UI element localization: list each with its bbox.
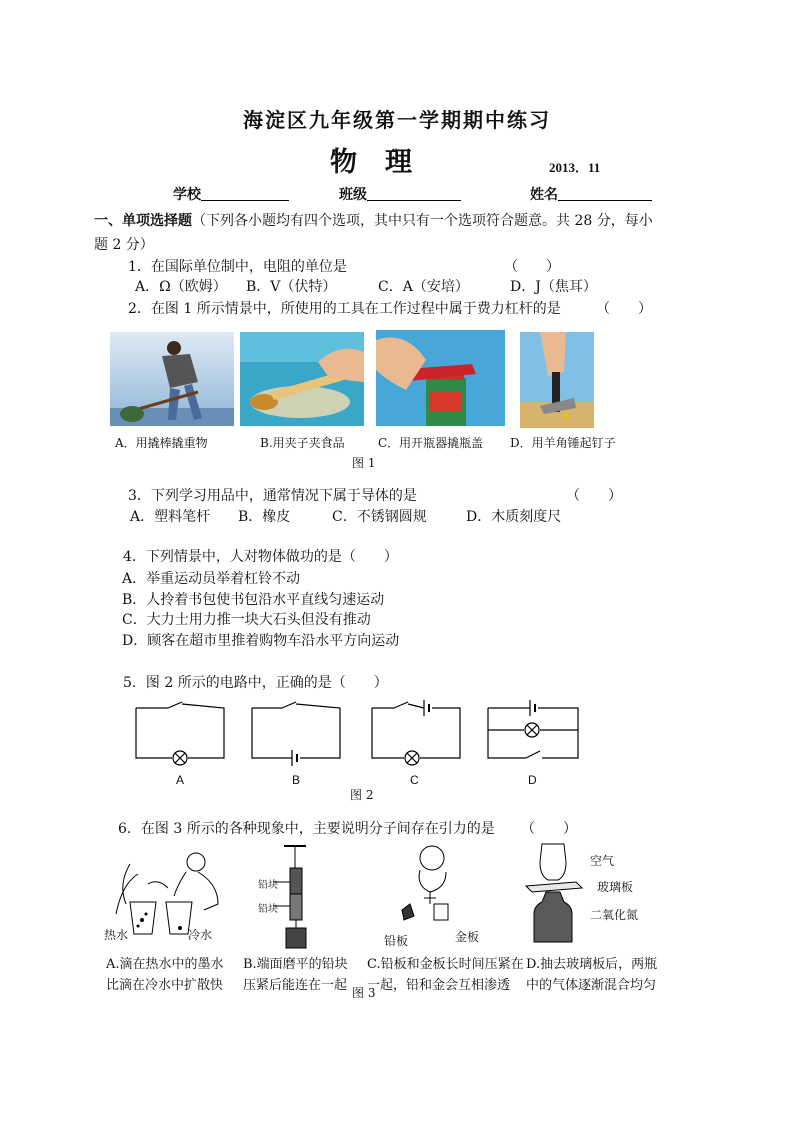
section-instructions-cont: 题 2 分） [94, 237, 154, 253]
q2-stem: 2．在图 1 所示情景中，所使用的工具在工作过程中属于费力杠杆的是 [128, 301, 561, 317]
fig3-caption-a: A.滴在热水中的墨水 比滴在冷水中扩散快 [106, 957, 224, 993]
label-lead-plate: 铅板 [384, 934, 409, 948]
q3-bracket: （ ） [566, 488, 622, 504]
fig2-label: 图 2 [350, 788, 374, 802]
q4-stem: 4．下列情景中，人对物体做功的是（ ） [123, 549, 398, 565]
label-lead-block-1: 铅块 [258, 880, 278, 891]
circuit-a [136, 702, 224, 765]
label-lead-block-2: 铅块 [258, 904, 278, 915]
q1-bracket: （ ） [504, 259, 560, 275]
q6-bracket: （ ） [521, 821, 577, 837]
q1-option-b: B．V（伏特） [246, 279, 337, 295]
label-cold-water: 冷水 [188, 928, 213, 942]
q5-stem: 5．图 2 所示的电路中，正确的是（ ） [123, 675, 388, 691]
fig1-caption-c: C．用开瓶器撬瓶盖 [378, 436, 484, 450]
fig1-caption-a: A．用撬棒撬重物 [115, 436, 208, 450]
q1-option-a: A．Ω（欧姆） [135, 279, 227, 295]
lead-blocks-drawing [254, 844, 324, 954]
fig1-label: 图 1 [352, 456, 376, 470]
label-no2: 二氧化氮 [590, 908, 639, 922]
q3-stem: 3．下列学习用品中，通常情况下属于导体的是 [128, 488, 417, 504]
fig3-caption-d: D.抽去玻璃板后，两瓶 中的气体逐渐混合均匀 [526, 957, 658, 993]
page-title: 海淀区九年级第一学期期中练习 [243, 108, 551, 132]
exam-date: 2013．11 [549, 160, 601, 175]
q1-option-d: D．J（焦耳） [510, 279, 597, 295]
name-field: 姓名 [530, 184, 652, 204]
q3-option-c: C．不锈钢圆规 [332, 509, 427, 525]
circuit-label-d: D [528, 773, 537, 787]
label-glass-plate: 玻璃板 [597, 880, 634, 894]
section-instructions: 一、单项选择题（下列各小题均有四个选项，其中只有一个选项符合题意。共 28 分，每小 [94, 213, 653, 229]
circuit-label-c: C [410, 773, 419, 787]
circuit-label-b: B [292, 773, 301, 787]
q4-option-c: C．大力士用力推一块大石头但没有推动 [122, 612, 371, 628]
q1-option-c: C．A（安培） [378, 279, 469, 295]
circuit-d [488, 700, 578, 758]
q3-option-d: D．木质刻度尺 [466, 509, 562, 525]
q3-option-a: A．塑料笔杆 [130, 509, 211, 525]
circuit-diagrams [128, 696, 588, 766]
circuit-c [372, 700, 460, 765]
fig1-caption-d: D．用羊角锤起钉子 [510, 436, 616, 450]
fig3-caption-c: C.铅板和金板长时间压紧在 一起，铅和金会互相渗透 [367, 957, 524, 993]
fig1-caption-b: B.用夹子夹食品 [260, 436, 345, 450]
class-field: 班级 [339, 184, 461, 204]
fig3-label: 图 3 [352, 986, 376, 1000]
tongs-photo [240, 332, 364, 426]
q6-stem: 6．在图 3 所示的各种现象中，主要说明分子间存在引力的是 [118, 821, 495, 837]
q4-option-d: D．顾客在超市里推着购物车沿水平方向运动 [122, 633, 400, 649]
fig3-caption-b: B.端面磨平的铅块 压紧后能连在一起 [243, 957, 348, 993]
school-field: 学校 [173, 184, 289, 204]
circuit-b [252, 702, 340, 766]
circuit-label-a: A [176, 773, 185, 787]
crowbar-photo [110, 332, 234, 426]
label-hot-water: 热水 [104, 928, 129, 942]
q4-option-a: A．举重运动员举着杠铃不动 [122, 571, 301, 587]
label-air: 空气 [590, 854, 615, 868]
bottle-opener-photo [376, 330, 505, 426]
subject-title: 物理 [330, 147, 440, 178]
gas-bottles-drawing [520, 842, 590, 946]
q3-option-b: B．橡皮 [238, 509, 291, 525]
claw-hammer-photo [520, 332, 594, 428]
q2-bracket: （ ） [596, 301, 652, 317]
q4-option-b: B．人拎着书包使书包沿水平直线匀速运动 [122, 592, 385, 608]
label-gold-plate: 金板 [455, 930, 480, 944]
q1-stem: 1．在国际单位制中，电阻的单位是 [128, 259, 347, 275]
lead-gold-drawing [390, 840, 470, 940]
